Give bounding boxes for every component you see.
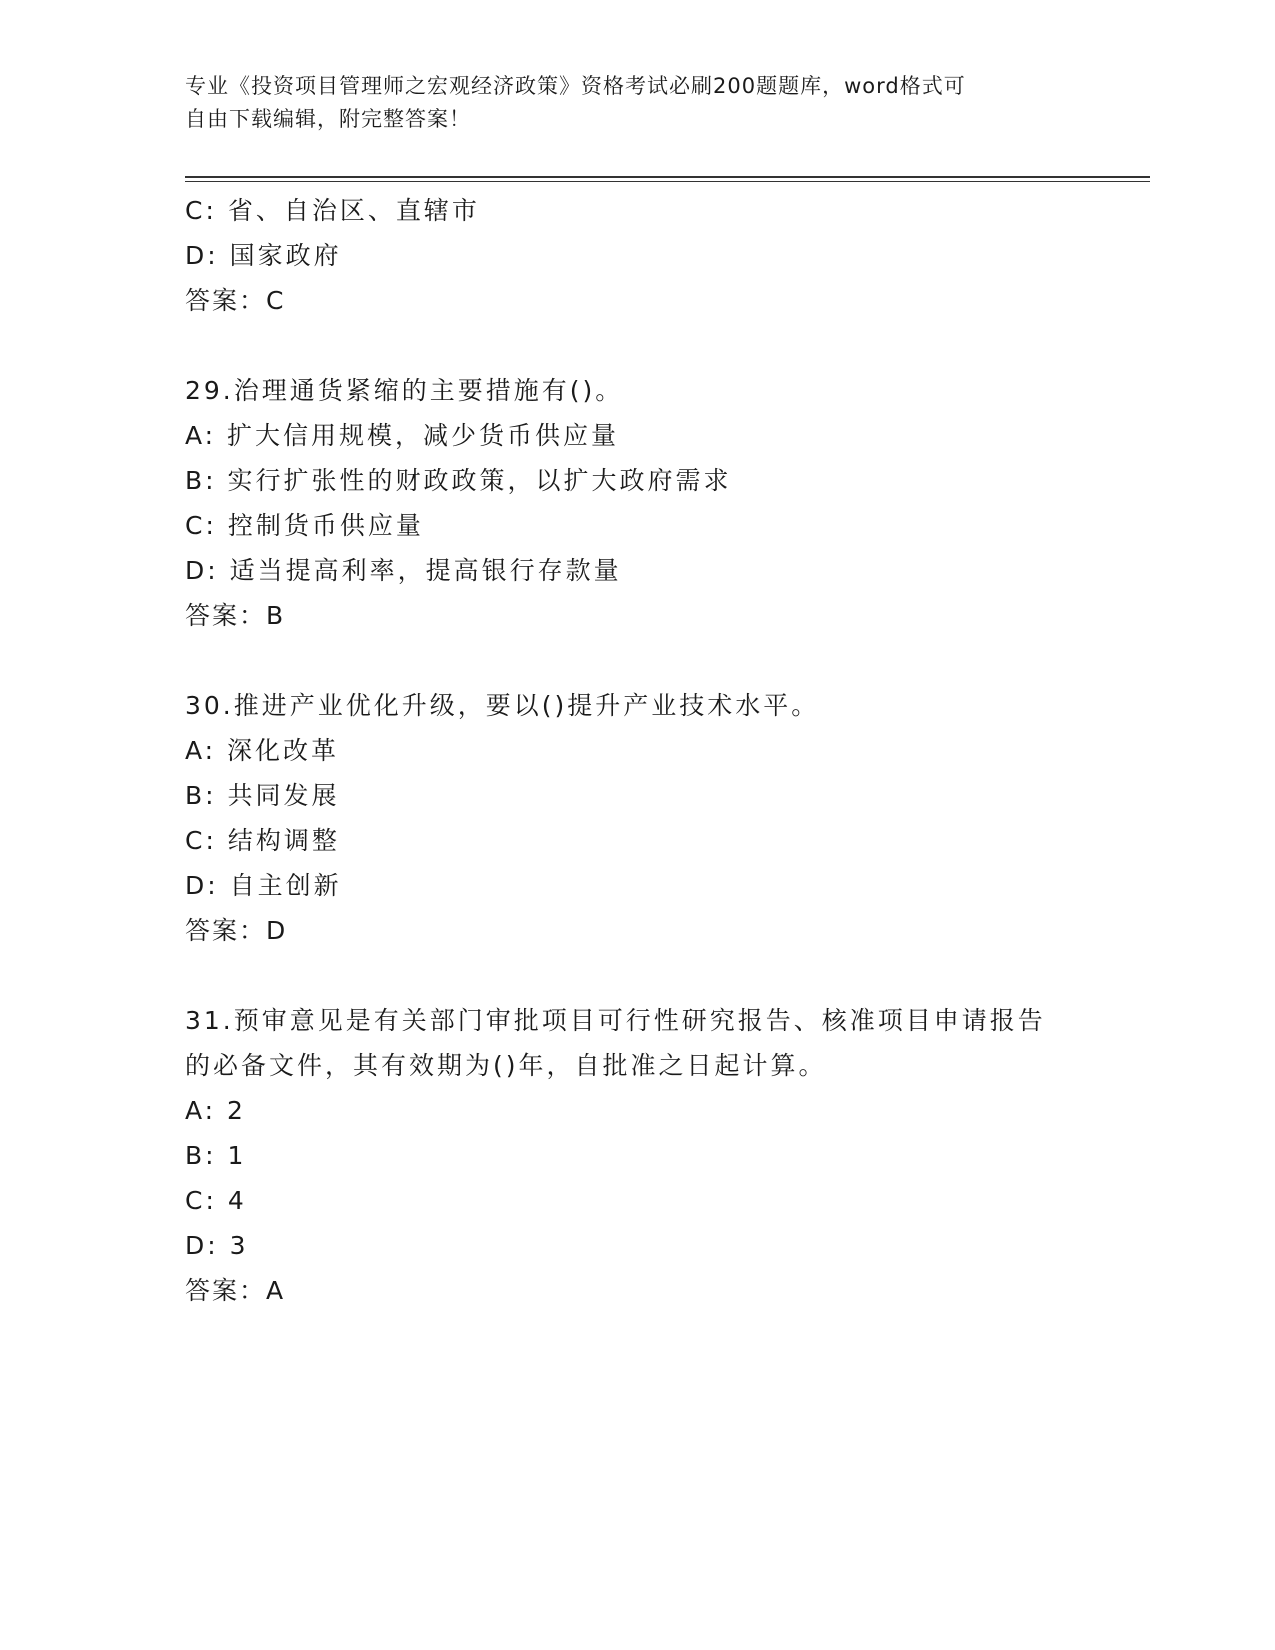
spacer: [185, 638, 1085, 683]
option-c: C: 4: [185, 1186, 247, 1215]
spacer: [185, 323, 1085, 368]
question-text: 29.治理通货紧缩的主要措施有()。: [185, 376, 624, 405]
document-header: [185, 70, 1065, 136]
option-a: A: 扩大信用规模，减少货币供应量: [185, 421, 620, 450]
option-c: C: 省、自治区、直辖市: [185, 196, 480, 225]
option-d: D: 适当提高利率，提高银行存款量: [185, 556, 622, 585]
header-divider-thin: [185, 181, 1150, 182]
header-line-1: 专业《投资项目管理师之宏观经济政策》资格考试必刷200题题库，word格式可: [185, 74, 966, 98]
question-30: [185, 683, 1085, 953]
option-a: A: 深化改革: [185, 736, 340, 765]
spacer: [185, 953, 1085, 998]
option-b: B: 实行扩张性的财政政策，以扩大政府需求: [185, 466, 732, 495]
option-c: C: 控制货币供应量: [185, 511, 424, 540]
answer-line: 答案：B: [185, 601, 286, 630]
option-b: B: 共同发展: [185, 781, 340, 810]
carryover-question: [185, 188, 1085, 323]
question-text-line-2: 的必备文件，其有效期为()年，自批准之日起计算。: [185, 1051, 827, 1080]
answer-line: 答案：D: [185, 916, 288, 945]
answer-line: 答案：A: [185, 1276, 286, 1305]
header-divider-thick: [185, 176, 1150, 178]
option-c: C: 结构调整: [185, 826, 340, 855]
header-line-2: 自由下载编辑，附完整答案！: [185, 107, 471, 131]
option-a: A: 2: [185, 1096, 246, 1125]
question-text-line-1: 31.预审意见是有关部门审批项目可行性研究报告、核准项目申请报告: [185, 1006, 1046, 1035]
option-d: D: 自主创新: [185, 871, 342, 900]
question-29: [185, 368, 1085, 638]
option-b: B: 1: [185, 1141, 247, 1170]
option-d: D: 国家政府: [185, 241, 342, 270]
question-text: 30.推进产业优化升级，要以()提升产业技术水平。: [185, 691, 820, 720]
option-d: D: 3: [185, 1231, 249, 1260]
question-31: [185, 998, 1085, 1313]
question-list: [185, 188, 1085, 1313]
answer-line: 答案：C: [185, 286, 286, 315]
